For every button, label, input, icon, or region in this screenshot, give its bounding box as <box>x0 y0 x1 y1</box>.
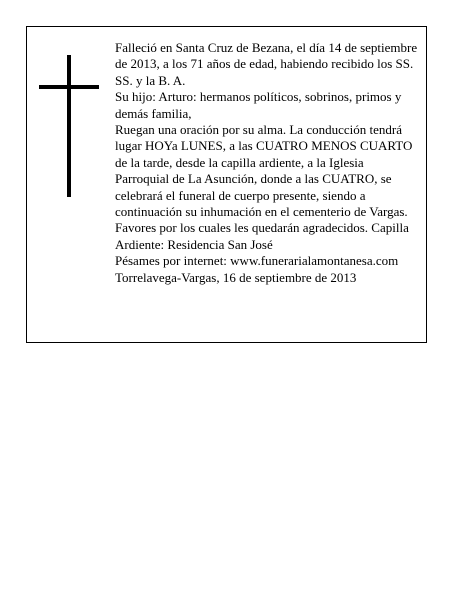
cross-vertical-bar <box>67 55 71 197</box>
family-members: Su hijo: Arturo: hermanos políticos, sobrinos, primos y demás familia, <box>115 89 402 121</box>
notice-text <box>115 40 421 286</box>
death-announcement: Falleció en Santa Cruz de Bezana, el día 14 de septiembre de 2013, a los 71 años de edad, habiendo recibido los SS. SS. y la B. A. <box>115 40 418 88</box>
funeral-details: Ruegan una oración por su alma. La conducción tendrá lugar HOYa LUNES, a las CUATRO MENOS CUARTO de la tarde, desde la capilla ardiente, a la Iglesia Parroquial de La Asunción, donde a las CUATRO, se celebrará el funeral de cuerpo presente, siendo a continuación su inhumación en el cementerio de Vargas. Favores por los cuales les quedarán agradecidos. Capilla Ardiente: Residencia San José <box>115 122 413 252</box>
condolences-website: Pésames por internet: www.funerarialamontanesa.com <box>115 253 399 269</box>
obituary-notice <box>26 26 427 343</box>
place-and-date: Torrelavega-Vargas, 16 de septiembre de 2013 <box>115 269 357 285</box>
cross-horizontal-bar <box>39 85 99 89</box>
cross-icon <box>39 55 99 197</box>
